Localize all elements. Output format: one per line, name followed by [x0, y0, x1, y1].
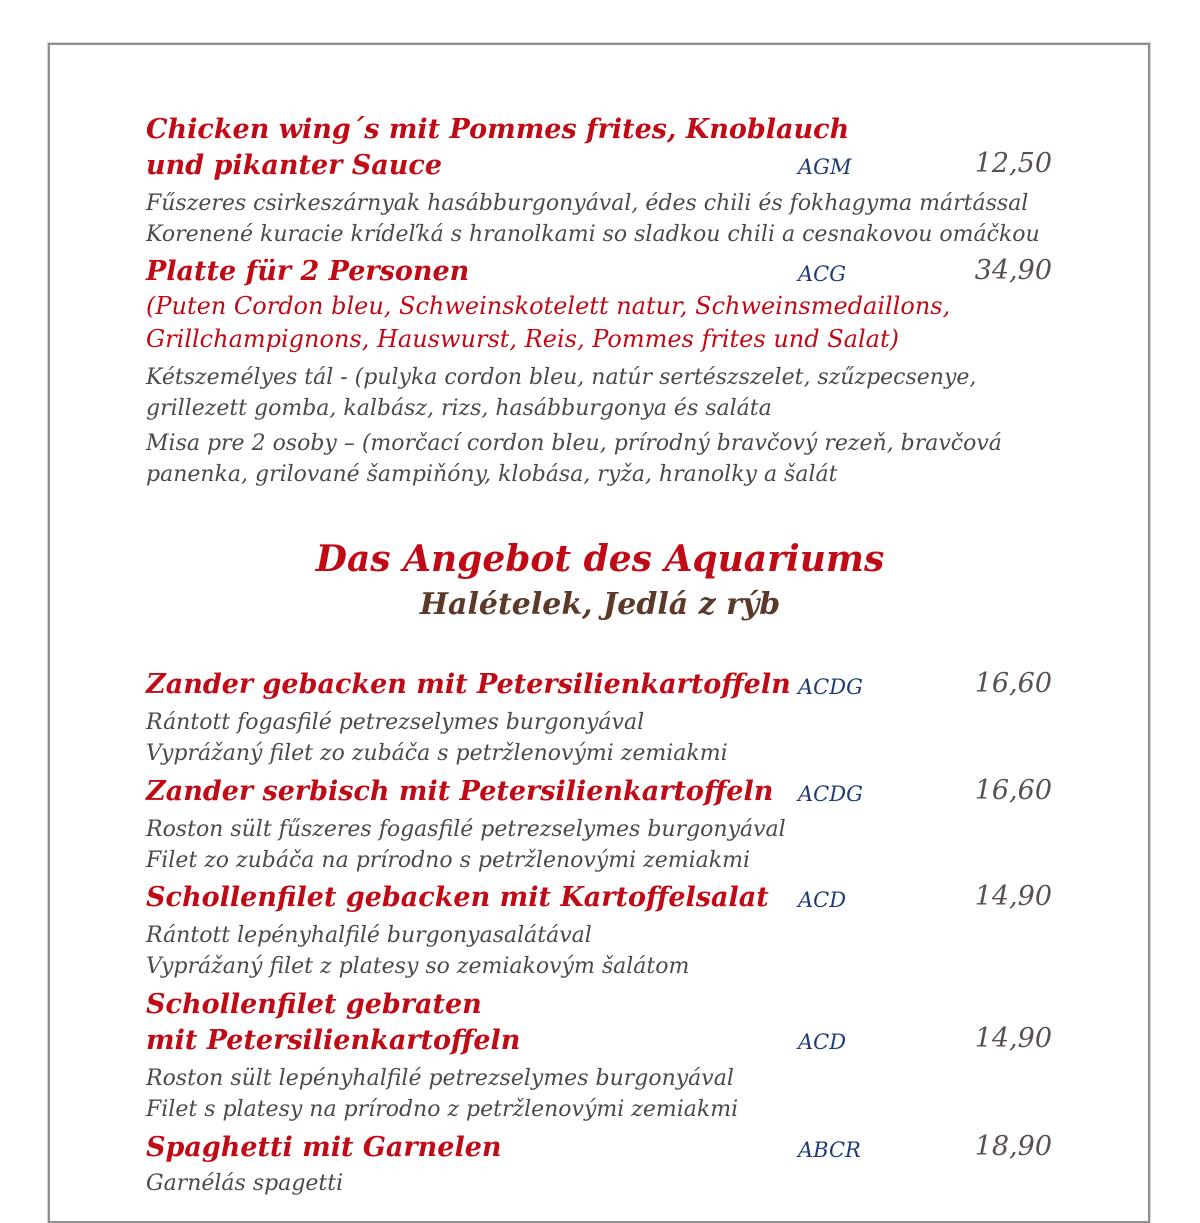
allergen-codes: ACD [798, 1030, 847, 1054]
allergen-codes: ACDG [798, 782, 863, 806]
section-subtitle: Halételek, Jedlá z rýb [419, 587, 781, 622]
menu-item-description: grillezett gomba, kalbász, rizs, hasábburgonya és saláta [146, 396, 772, 421]
menu-item-price: 16,60 [974, 775, 1052, 806]
menu-item-price: 18,90 [974, 1131, 1052, 1162]
menu-item-description: Rántott lepényhalfilé burgonyasalátával [146, 923, 592, 948]
menu-item-description: Fűszeres csirkeszárnyak hasábburgonyával, édes chili és fokhagyma mártással [146, 191, 1029, 216]
menu-item-description: Rántott fogasfilé petrezselymes burgonyával [146, 710, 645, 735]
menu-item-description: Roston sült lepényhalfilé petrezselymes burgonyával [146, 1066, 734, 1091]
menu-item-price: 14,90 [974, 881, 1052, 912]
menu-item-platter [146, 254, 1056, 490]
menu-item-contents: Grillchampignons, Hauswurst, Reis, Pommes frites und Salat) [146, 325, 899, 353]
menu-item-schollenfilet-gebraten [146, 987, 1056, 1125]
menu-item-name: Schollenfilet gebraten [146, 989, 482, 1020]
menu-item-description: Misa pre 2 osoby – (morčací cordon bleu, prírodný bravčový rezeň, bravčová [146, 431, 1002, 456]
allergen-codes: ABCR [798, 1138, 861, 1162]
menu-item-name: Zander serbisch mit Petersilienkartoffeln [146, 776, 774, 807]
menu-item-name: Platte für 2 Personen [146, 256, 470, 287]
menu-item-description: Filet zo zubáča na prírodno s petržlenovými zemiakmi [146, 848, 750, 873]
menu-item-price: 34,90 [974, 255, 1052, 286]
menu-item-name: Schollenfilet gebacken mit Kartoffelsalat [146, 882, 769, 913]
menu-item-description: panenka, grilované šampiňóny, klobása, ryža, hranolky a šalát [146, 462, 838, 487]
menu-item-spaghetti-garnelen [146, 1130, 1056, 1199]
allergen-codes: AGM [798, 155, 852, 179]
allergen-codes: ACG [798, 262, 847, 286]
menu-item-schollenfilet-gebacken [146, 880, 1056, 982]
menu-item-price: 16,60 [974, 668, 1052, 699]
menu-item-description: Vyprážaný filet zo zubáča s petržlenovými zemiakmi [146, 741, 728, 766]
menu-item-description: Vyprážaný filet z platesy so zemiakovým šalátom [146, 954, 690, 979]
menu-item-description: Kétszemélyes tál - (pulyka cordon bleu, natúr sertészszelet, szűzpecsenye, [146, 365, 977, 390]
menu-item-name: und pikanter Sauce [146, 150, 443, 181]
menu-item-zander-serbisch [146, 774, 1056, 876]
allergen-codes: ACD [798, 888, 847, 912]
menu-item-description: Roston sült fűszeres fogasfilé petrezselymes burgonyával [146, 817, 786, 842]
menu-item-zander-gebacken [146, 667, 1056, 769]
menu-item-name: Spaghetti mit Garnelen [146, 1132, 502, 1163]
menu-item-name: Zander gebacken mit Petersilienkartoffeln [146, 669, 791, 700]
menu-item-chicken-wings [146, 112, 1056, 250]
menu-item-name: Chicken wing´s mit Pommes frites, Knoblauch [146, 114, 850, 145]
menu-item-description: Filet s platesy na prírodno z petržlenovými zemiakmi [146, 1097, 739, 1122]
menu-item-price: 12,50 [974, 148, 1052, 179]
menu-item-description: Garnélás spagetti [146, 1171, 344, 1196]
section-title: Das Angebot des Aquariums [315, 538, 885, 580]
allergen-codes: ACDG [798, 675, 863, 699]
menu-item-price: 14,90 [974, 1023, 1052, 1054]
menu-item-description: Korenené kuracie krídeľká s hranolkami so sladkou chili a cesnakovou omáčkou [146, 222, 1040, 247]
menu-item-contents: (Puten Cordon bleu, Schweinskotelett natur, Schweinsmedaillons, [146, 292, 951, 320]
menu-item-name: mit Petersilienkartoffeln [146, 1025, 521, 1056]
